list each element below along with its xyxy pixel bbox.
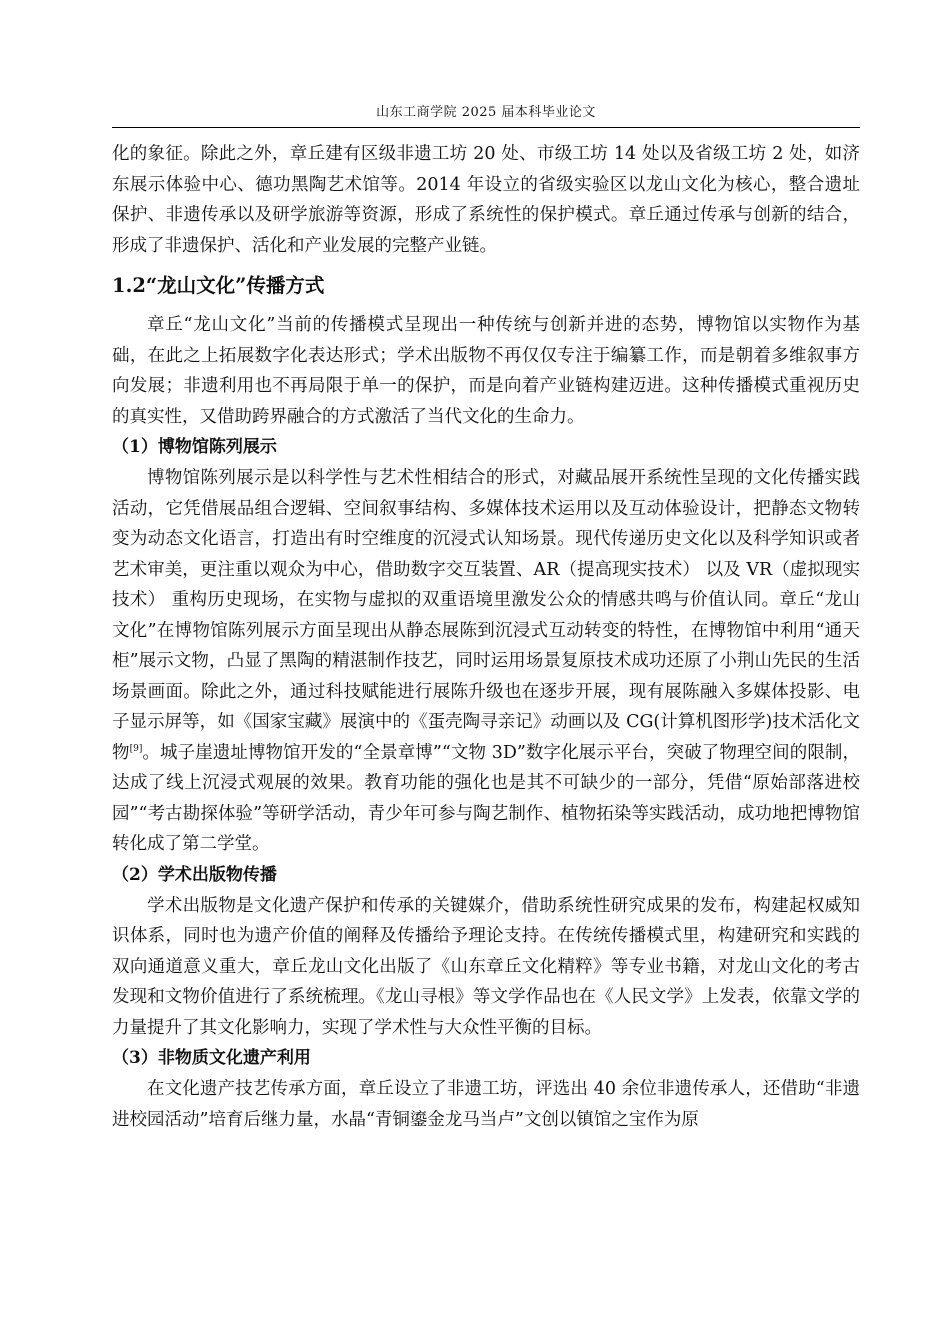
page-body bbox=[112, 139, 860, 1135]
intro-paragraph: 化的象征。除此之外，章丘建有区级非遗工坊 20 处、市级工坊 14 处以及省级工坊 2 处，如济东展示体验中心、德功黑陶艺术馆等。2014 年设立的省级实验区以龙山文化为核心，整合遗址保护、非遗传承以及研学旅游等资源，形成了系统性的保护模式。章丘通过传承与创新的结合，形成了非遗保护、活化和产业发展的完整产业链。 bbox=[112, 144, 860, 256]
subsection-museum-heading: （1）博物馆陈列展示 bbox=[112, 437, 277, 457]
running-header: 山东工商学院 2025 届本科毕业论文 bbox=[376, 105, 596, 120]
subsection-heritage-heading: （3）非物质文化遗产利用 bbox=[112, 1048, 311, 1068]
header-rule bbox=[112, 127, 860, 128]
citation-reference[interactable]: [9] bbox=[129, 743, 143, 754]
section-paragraph: 章丘“龙山文化”当前的传播模式呈现出一种传统与创新并进的态势，博物馆以实物作为基础，在此之上拓展数字化表达形式；学术出版物不再仅仅专注于编纂工作，而是朝着多维叙事方向发展；非遗利用也不再局限于单一的保护，而是向着产业链构建迈进。这种传播模式重视历史的真实性，又借助跨界融合的方式激活了当代文化的生命力。 bbox=[112, 315, 860, 427]
section-heading: 1.2“龙山文化”传播方式 bbox=[112, 274, 325, 297]
subsection-publications-heading: （2）学术出版物传播 bbox=[112, 864, 277, 885]
subsection-museum-paragraph bbox=[112, 463, 860, 860]
museum-paragraph-text-continued: 。城子崖遗址博物馆开发的“全景章博”“文物 3D”数字化展示平台，突破了物理空间的限制，达成了线上沉浸式观展的效果。教育功能的强化也是其不可缺少的一部分，凭借“原始部落进校园”“考古勘探体验”等研学活动，青少年可参与陶艺制作、植物拓染等实践活动，成功地把博物馆转化成了第二学堂。 bbox=[112, 742, 861, 854]
subsection-heritage-paragraph: 在文化遗产技艺传承方面，章丘设立了非遗工坊，评选出 40 余位非遗传承人，还借助“非遗进校园活动”培育后继力量，水晶“青铜鎏金龙马当卢”文创以镇馆之宝作为原 bbox=[112, 1079, 860, 1130]
subsection-publications-paragraph: 学术出版物是文化遗产保护和传承的关键媒介，借助系统性研究成果的发布，构建起权威知识体系，同时也为遗产价值的阐释及传播给予理论支持。在传统传播模式里，构建研究和实践的双向通道意义重大，章丘龙山文化出版了《山东章丘文化精粹》等专业书籍，对龙山文化的考古发现和文物价值进行了系统梳理。《龙山寻根》等文学作品也在《人民文学》上发表，依靠文学的力量提升了其文化影响力，实现了学术性与大众性平衡的目标。 bbox=[112, 895, 860, 1038]
museum-paragraph-text: 博物馆陈列展示是以科学性与艺术性相结合的形式，对藏品展开系统性呈现的文化传播实践活动，它凭借展品组合逻辑、空间叙事结构、多媒体技术运用以及互动体验设计，把静态文物转变为动态文化语言，打造出有时空维度的沉浸式认知场景。现代传递历史文化以及科学知识或者艺术审美，更注重以观众为中心，借助数字交互装置、AR（提高现实技术） 以及 VR（虚拟现实技术） 重构历史现场，在实物与虚拟的双重语境里激发公众的情感共鸣与价值认同。章丘“龙山文化”在博物馆陈列展示方面呈现出从静态展陈到沉浸式互动转变的特性，在博物馆中利用“通天柜”展示文物，凸显了黑陶的精湛制作技艺，同时运用场景复原技术成功还原了小荆山先民的生活场景画面。除此之外，通过科技赋能进行展陈升级也在逐步开展，现有展陈融入多媒体投影、电子显示屏等，如《国家宝藏》展演中的《蛋壳陶寻亲记》动画以及 CG(计算机图形学)技术活化文物 bbox=[112, 468, 860, 763]
